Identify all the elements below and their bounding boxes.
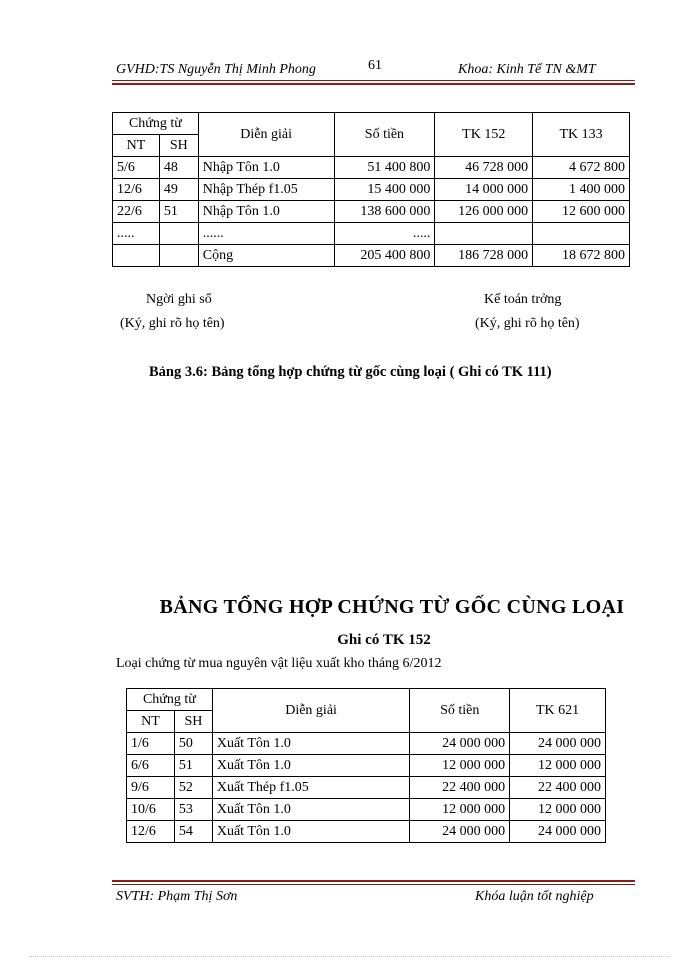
footer-rule-thin [112,884,635,885]
cell-sh: 49 [159,179,198,201]
cell-amount: ..... [334,223,435,245]
cell-desc: Nhập Tôn 1.0 [198,157,334,179]
cell-tk621: 12 000 000 [510,755,606,777]
table-row [127,755,606,777]
cell-tk621: 12 000 000 [510,799,606,821]
cell-nt: ..... [113,223,160,245]
table-row [113,201,630,223]
table-tk111 [112,112,630,267]
section-description: Loại chứng từ mua nguyên vật liệu xuất kho tháng 6/2012 [116,656,442,671]
footer-rule-thick [112,880,635,882]
signature-accountant-note: (Ký, ghi rõ họ tên) [475,316,580,331]
header-faculty: Khoa: Kinh Tế TN &MT [458,62,596,77]
header-tk621: TK 621 [510,689,606,733]
cell-total-label: Cộng [198,245,334,267]
footer-thesis: Khóa luận tốt nghiệp [475,889,594,904]
cell-desc: Xuất Thép f1.05 [212,777,409,799]
header-so-tien: Số tiền [410,689,510,733]
cell-sh: 54 [174,821,212,843]
table-row [127,821,606,843]
cell-tk152: 126 000 000 [435,201,533,223]
section-title: BẢNG TỔNG HỢP CHỨNG TỪ GỐC CÙNG LOẠI [159,596,625,618]
header-rule-thin [112,80,635,81]
cell-tk621: 22 400 000 [510,777,606,799]
header-nt: NT [113,135,160,157]
cell-desc: Xuất Tôn 1.0 [212,799,409,821]
cell-sh: 48 [159,157,198,179]
header-so-tien: Số tiền [334,113,435,157]
cell-sh [159,245,198,267]
signature-recorder-note: (Ký, ghi rõ họ tên) [120,316,225,331]
header-tk133: TK 133 [533,113,630,157]
section-subtitle: Ghi có TK 152 [337,632,431,648]
header-dien-giai: Diễn giải [212,689,409,733]
cell-tk152 [435,223,533,245]
cell-tk133: 12 600 000 [533,201,630,223]
header-chung-tu: Chứng từ [113,113,199,135]
cell-total-tk133: 18 672 800 [533,245,630,267]
cell-desc: Xuất Tôn 1.0 [212,755,409,777]
table-row [127,733,606,755]
cell-nt: 5/6 [113,157,160,179]
cell-sh: 52 [174,777,212,799]
header-chung-tu: Chứng từ [127,689,213,711]
page-number: 61 [368,58,382,73]
cell-tk621: 24 000 000 [510,821,606,843]
cell-nt: 12/6 [113,179,160,201]
signature-recorder-title: Ngời ghi sổ [146,292,212,307]
cell-nt: 10/6 [127,799,175,821]
cell-nt [113,245,160,267]
cell-nt: 12/6 [127,821,175,843]
cell-nt: 6/6 [127,755,175,777]
cell-tk133: 1 400 000 [533,179,630,201]
header-tk152: TK 152 [435,113,533,157]
footer-student: SVTH: Phạm Thị Sơn [116,889,238,904]
table-row [113,157,630,179]
table-row [113,179,630,201]
table-tk152 [126,688,606,843]
cell-nt: 1/6 [127,733,175,755]
page-bottom-divider [30,956,670,957]
cell-amount: 51 400 800 [334,157,435,179]
cell-amount: 15 400 000 [334,179,435,201]
cell-total-amount: 205 400 800 [334,245,435,267]
cell-amount: 12 000 000 [410,755,510,777]
header-advisor: GVHD:TS Nguyễn Thị Minh Phong [116,62,316,77]
cell-sh: 51 [174,755,212,777]
header-rule-thick [112,83,635,85]
table-row [127,777,606,799]
cell-nt: 9/6 [127,777,175,799]
cell-desc: Xuất Tôn 1.0 [212,821,409,843]
cell-desc: ...... [198,223,334,245]
cell-amount: 24 000 000 [410,821,510,843]
cell-tk152: 14 000 000 [435,179,533,201]
cell-tk621: 24 000 000 [510,733,606,755]
cell-tk133: 4 672 800 [533,157,630,179]
cell-amount: 138 600 000 [334,201,435,223]
signature-accountant-title: Kế toán trởng [484,292,562,307]
cell-amount: 22 400 000 [410,777,510,799]
table-row [127,799,606,821]
cell-amount: 12 000 000 [410,799,510,821]
cell-tk152: 46 728 000 [435,157,533,179]
header-sh: SH [174,711,212,733]
cell-desc: Nhập Tôn 1.0 [198,201,334,223]
header-dien-giai: Diễn giải [198,113,334,157]
cell-desc: Xuất Tôn 1.0 [212,733,409,755]
table-row [113,223,630,245]
table-header-row [127,689,606,711]
cell-sh: 53 [174,799,212,821]
cell-total-tk152: 186 728 000 [435,245,533,267]
cell-sh [159,223,198,245]
cell-nt: 22/6 [113,201,160,223]
cell-desc: Nhập Thép f1.05 [198,179,334,201]
cell-sh: 51 [159,201,198,223]
header-sh: SH [159,135,198,157]
cell-tk133 [533,223,630,245]
cell-sh: 50 [174,733,212,755]
header-nt: NT [127,711,175,733]
table-caption: Bảng 3.6: Bảng tổng hợp chứng từ gốc cùng loại ( Ghi có TK 111) [149,364,552,380]
table-total-row [113,245,630,267]
table-header-row [113,113,630,135]
cell-amount: 24 000 000 [410,733,510,755]
